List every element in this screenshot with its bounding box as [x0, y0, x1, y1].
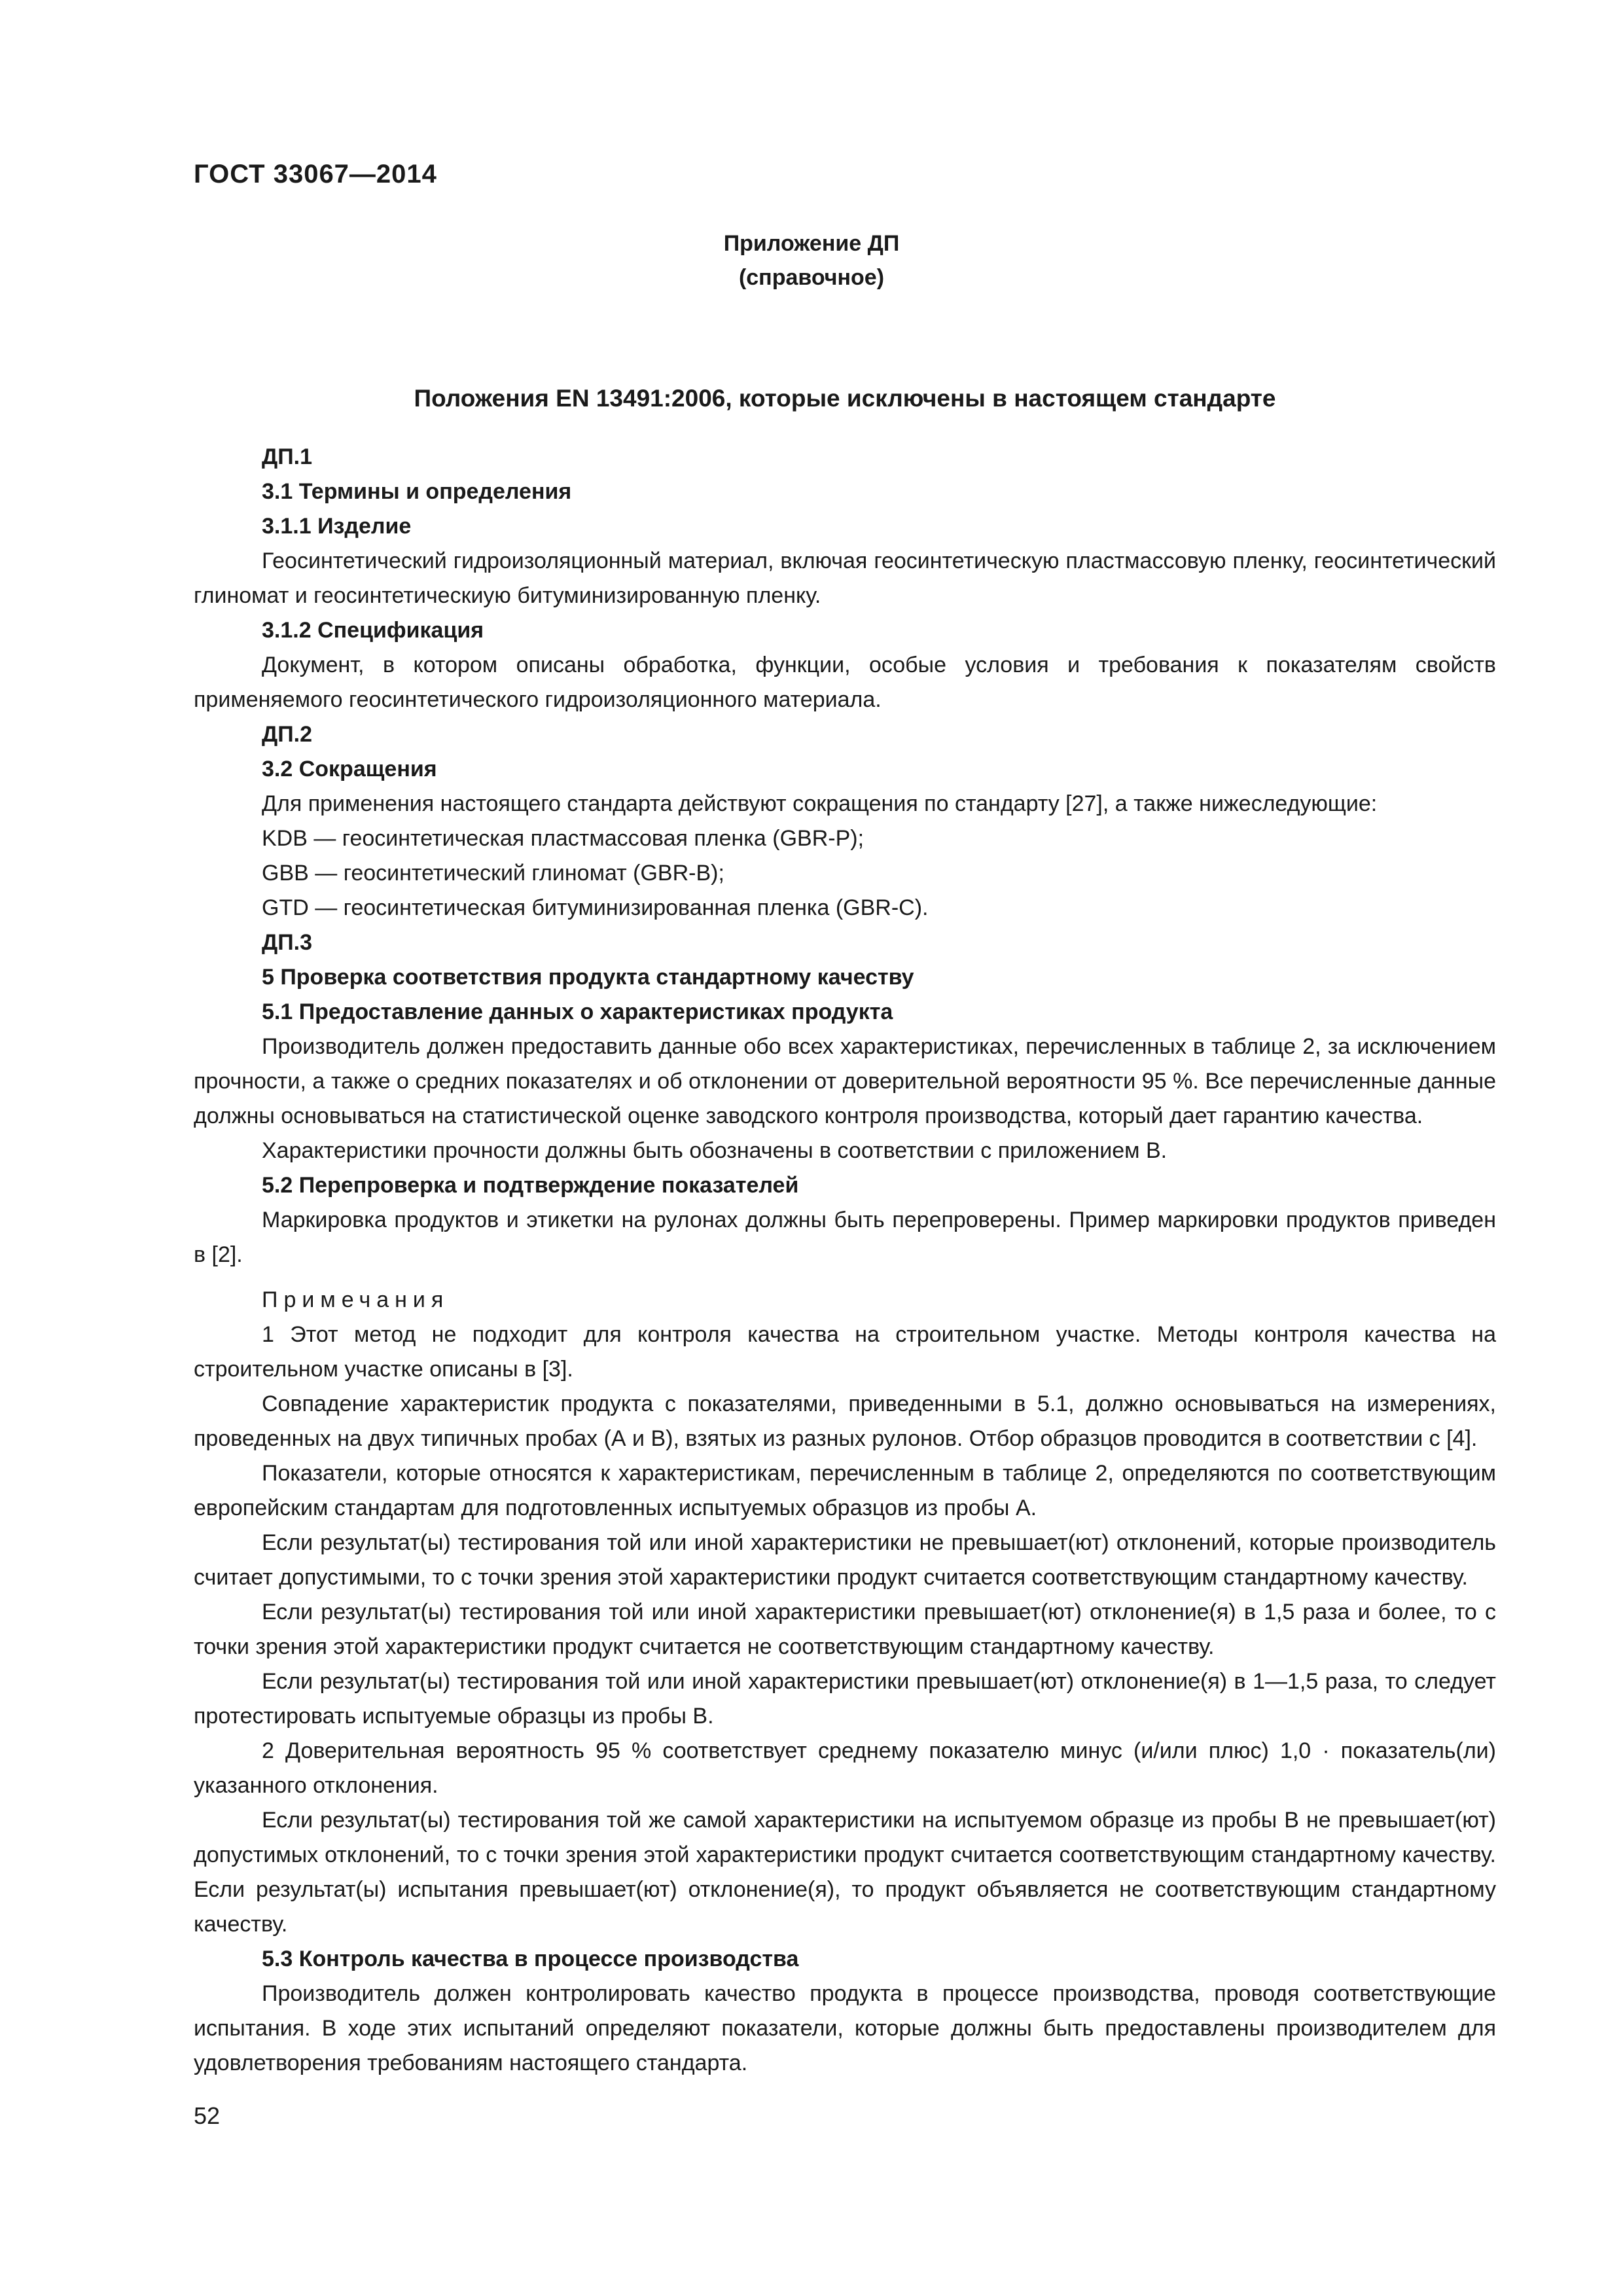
- paragraph-5-2: Маркировка продуктов и этикетки на рулонах должны быть перепроверены. Пример маркировки продуктов приведен в [2].: [194, 1208, 1496, 1267]
- page-number: 52: [194, 2102, 221, 2129]
- note-paragraph: Если результат(ы) тестирования той или иной характеристики не превышает(ют) отклонений, которые производитель считает допустимыми, то с точки зрения этой характеристики продукт считается соответствующим стандартному качеству.: [194, 1530, 1496, 1590]
- abbreviation-item: GBB — геосинтетический глиномат (GBR-B);: [262, 861, 724, 886]
- annex-title: Приложение ДП: [723, 231, 900, 256]
- note-paragraph: Если результат(ы) тестирования той же самой характеристики на испытуемом образце из пробы В не превышает(ют) допустимых отклонений, то с точки зрения этой характеристики продукт считается соответствующим стандартному качеству. Если результат(ы) испытания превышает(ют) отклонение(я), то продукт объявляется не соответствующим стандартному качеству.: [194, 1808, 1496, 1937]
- note-paragraph: Совпадение характеристик продукта с показателями, приведенными в 5.1, должно основываться на измерениях, проведенных на двух типичных пробах (А и В), взятых из разных рулонов. Отбор образцов проводится в соответствии с [4].: [194, 1391, 1496, 1451]
- section-dp1-label: ДП.1: [262, 444, 313, 469]
- abbreviation-item: KDB — геосинтетическая пластмассовая пленка (GBR-P);: [262, 826, 865, 851]
- note-paragraph: Показатели, которые относятся к характеристикам, перечисленным в таблице 2, определяются по соответствующим европейским стандартам для подготовленных испытуемых образцов из пробы А.: [194, 1461, 1496, 1520]
- document-code: ГОСТ 33067—2014: [194, 160, 437, 188]
- note-paragraph: Если результат(ы) тестирования той или иной характеристики превышает(ют) отклонение(я) в 1—1,5 раза, то следует протестировать испытуемые образцы из пробы В.: [194, 1669, 1496, 1729]
- heading-3-1-2: 3.1.2 Спецификация: [262, 618, 484, 643]
- heading-3-1: 3.1 Термины и определения: [262, 479, 572, 504]
- heading-3-2: 3.2 Сокращения: [262, 757, 437, 781]
- paragraph-5-3: Производитель должен контролировать качество продукта в процессе производства, проводя соответствующие испытания. В ходе этих испытаний определяют показатели, которые должны быть предоставлены производителем для удовлетворения требованиям настоящего стандарта.: [194, 1981, 1496, 2075]
- abbreviations-intro: Для применения настоящего стандарта действуют сокращения по стандарту [27], а также нижеследующие:: [262, 791, 1378, 816]
- heading-5-1: 5.1 Предоставление данных о характеристиках продукта: [262, 999, 893, 1024]
- paragraph-3-1-2: Документ, в котором описаны обработка, функции, особые условия и требования к показателям свойств применяемого геосинтетического гидроизоляционного материала.: [194, 653, 1496, 712]
- section-dp3-label: ДП.3: [262, 930, 313, 955]
- annex-main-title: Положения EN 13491:2006, которые исключены в настоящем стандарте: [414, 385, 1276, 412]
- abbreviation-item: GTD — геосинтетическая битуминизированная пленка (GBR-C).: [262, 895, 929, 920]
- paragraph-5-1-a: Производитель должен предоставить данные обо всех характеристиках, перечисленных в таблице 2, за исключением прочности, а также о средних показателях и об отклонении от доверительной вероятности 95 %. Все перечисленные данные должны основываться на статистической оценке заводского контроля производства, который дает гарантию качества.: [194, 1034, 1496, 1128]
- annex-heading: [0, 226, 1623, 295]
- paragraph-5-1-b: Характеристики прочности должны быть обозначены в соответствии с приложением В.: [262, 1138, 1168, 1163]
- heading-5: 5 Проверка соответствия продукта стандартному качеству: [262, 965, 914, 990]
- annex-kind: (справочное): [738, 265, 885, 290]
- document-body: [194, 440, 1496, 2081]
- heading-5-3: 5.3 Контроль качества в процессе производства: [262, 1946, 799, 1971]
- heading-3-1-1: 3.1.1 Изделие: [262, 514, 412, 539]
- note-paragraph: Если результат(ы) тестирования той или иной характеристики превышает(ют) отклонение(я) в 1,5 раза и более, то с точки зрения этой характеристики продукт считается не соответствующим стандартному качеству.: [194, 1600, 1496, 1659]
- note-paragraph: 1 Этот метод не подходит для контроля качества на строительном участке. Методы контроля качества на строительном участке описаны в [3].: [194, 1322, 1496, 1382]
- notes-heading: Примечания: [262, 1287, 450, 1312]
- heading-5-2: 5.2 Перепроверка и подтверждение показателей: [262, 1173, 799, 1198]
- section-dp2-label: ДП.2: [262, 722, 313, 747]
- paragraph-3-1-1: Геосинтетический гидроизоляционный материал, включая геосинтетическую пластмассовую пленку, геосинтетический глиномат и геосинтетическиую битуминизированную пленку.: [194, 548, 1496, 608]
- note-paragraph: 2 Доверительная вероятность 95 % соответствует среднему показателю минус (и/или плюс) 1,0 · показатель(ли) указанного отклонения.: [194, 1738, 1496, 1798]
